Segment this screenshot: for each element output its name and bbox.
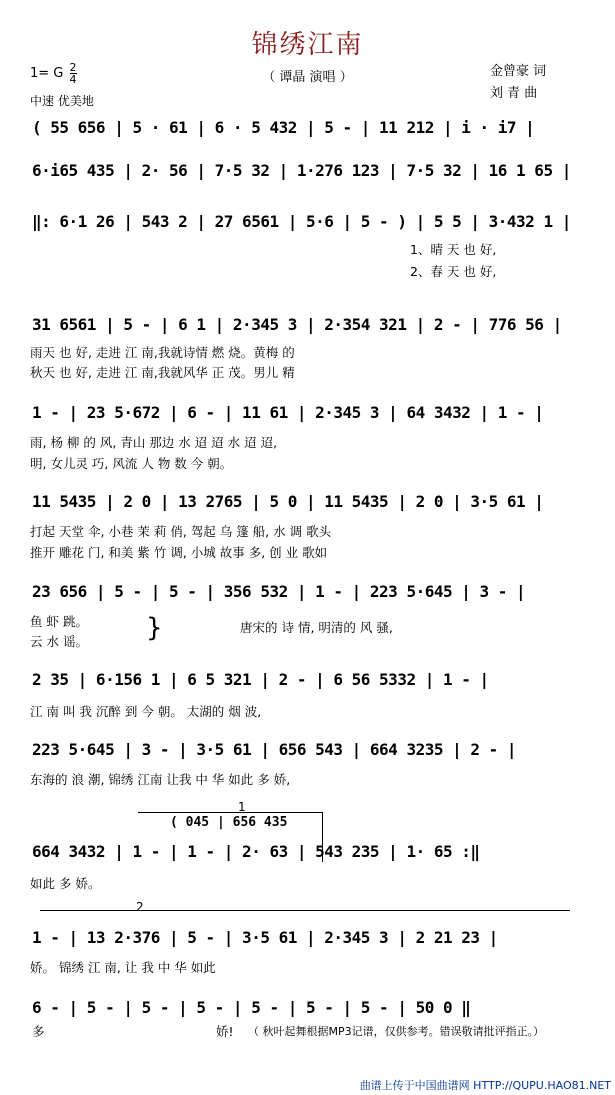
lyric-line: 江 南 叫 我 沉醉 到 今 朝。 太湖的 烟 波, (30, 704, 262, 719)
volta-1-bracket (138, 812, 323, 813)
lyric-verse1: 鱼 虾 跳。 (30, 614, 88, 629)
site-footer: 曲谱上传于中国曲谱网 HTTP://QUPU.HAO81.NET (359, 1079, 611, 1092)
lyric-line: 多 (32, 1024, 45, 1039)
lyric-verse1: 打起 天堂 伞, 小巷 茉 莉 俏, 驾起 乌 篷 船, 水 调 歌头 (30, 524, 332, 539)
score-row-12 (28, 998, 588, 1020)
score-row-11 (28, 928, 588, 950)
notation: 11 5435 | 2 0 | 13 2765 | 5 0 | 11 5435 | 2 0 | 3·5 61 | (32, 492, 544, 511)
brace: } (146, 613, 163, 643)
notation: 31 6561 | 5 - | 6 1 | 2·345 3 | 2·354 321 | 2 - | 776 56 | (32, 315, 562, 334)
lyric-verse1: 雨, 杨 柳 的 风, 青山 那边 水 迢 迢 水 迢 迢, (30, 435, 278, 450)
lyric-line: 娇。 锦绣 江 南, 让 我 中 华 如此 (30, 960, 216, 975)
key-signature (30, 62, 77, 85)
lyric-line: 东海的 浪 潮, 锦绣 江南 让我 中 华 如此 多 娇, (30, 772, 291, 787)
score-row-2 (28, 161, 588, 183)
lyric-shared: 唐宋的 诗 情, 明清的 风 骚, (240, 620, 393, 635)
volta-2-bracket (40, 910, 570, 911)
score-row-5 (28, 403, 588, 425)
lyric-line: 如此 多 娇。 (30, 876, 101, 891)
volta-1-number: 1 (238, 800, 246, 814)
transcription-note: （ 秋叶起舞根据MP3记谱，仅供参考。错误敬请批评指正。） (248, 1025, 545, 1038)
notation: ( 55 656 | 5 · 61 | 6 · 5 432 | 5 - | 11 212 | i · i7 | (32, 118, 535, 137)
time-signature (70, 62, 77, 85)
notation: 223 5·645 | 3 - | 3·5 61 | 656 543 | 664 3235 | 2 - | (32, 740, 517, 759)
score-row-9 (28, 740, 588, 762)
lyric-verse2: 推开 雕花 门, 和美 紫 竹 调, 小城 故事 多, 创 业 歌如 (30, 545, 328, 560)
score-row-1 (28, 118, 588, 140)
notation: 6·i65 435 | 2· 56 | 7·5 32 | 1·276 123 | 7·5 32 | 16 1 65 | (32, 161, 571, 180)
lyricist-credit: 金曾豪 词 (490, 64, 547, 79)
score-row-8 (28, 670, 588, 692)
score-row-7 (28, 582, 588, 604)
notation: 6 - | 5 - | 5 - | 5 - | 5 - | 5 - | 5 - | 50 0 ‖ (32, 998, 471, 1017)
singer-credit: （ 谭晶 演唱 ） (262, 70, 353, 85)
notation: 23 656 | 5 - | 5 - | 356 532 | 1 - | 223 5·645 | 3 - | (32, 582, 526, 601)
volta-2-number: 2 (136, 900, 144, 914)
key-label: 1= G (30, 66, 64, 81)
intro-return: ( 045 | 656 435 (170, 815, 288, 830)
notation: 1 - | 13 2·376 | 5 - | 3·5 61 | 2·345 3 | 2 21 23 | (32, 928, 498, 947)
score-row-10 (28, 842, 588, 864)
lyric-line: 娇! (216, 1024, 234, 1039)
tempo-marking: 中速 优美地 (30, 94, 94, 108)
lyric-verse2: 明, 女儿灵 巧, 风流 人 物 数 今 朝。 (30, 456, 233, 471)
score-row-4 (28, 315, 588, 337)
notation: 1 - | 23 5·672 | 6 - | 11 61 | 2·345 3 | 64 3432 | 1 - | (32, 403, 544, 422)
notation: 664 3432 | 1 - | 1 - | 2· 63 | 543 235 | 1· 65 :‖ (32, 842, 480, 861)
notation: ‖: 6·1 26 | 543 2 | 27 6561 | 5·6 | 5 - ) | 5 5 | 3·432 1 | (32, 212, 571, 231)
lyric-verse2: 2、春 天 也 好, (410, 264, 497, 279)
notation: 2 35 | 6·156 1 | 6 5 321 | 2 - | 6 56 5332 | 1 - | (32, 670, 489, 689)
score-row-6 (28, 492, 588, 514)
composer-credit: 刘 青 曲 (490, 86, 538, 101)
song-title: 锦绣江南 (251, 30, 364, 60)
lyric-verse2: 云 水 谣。 (30, 634, 88, 649)
lyric-verse2: 秋天 也 好, 走进 江 南,我就风华 正 茂。男儿 精 (30, 365, 295, 380)
score-row-3 (28, 212, 588, 234)
lyric-verse1: 雨天 也 好, 走进 江 南,我就诗情 燃 烧。黄梅 的 (30, 345, 295, 360)
time-top: 2 (69, 61, 77, 74)
time-bottom: 4 (69, 73, 77, 86)
lyric-verse1: 1、晴 天 也 好, (410, 242, 497, 257)
